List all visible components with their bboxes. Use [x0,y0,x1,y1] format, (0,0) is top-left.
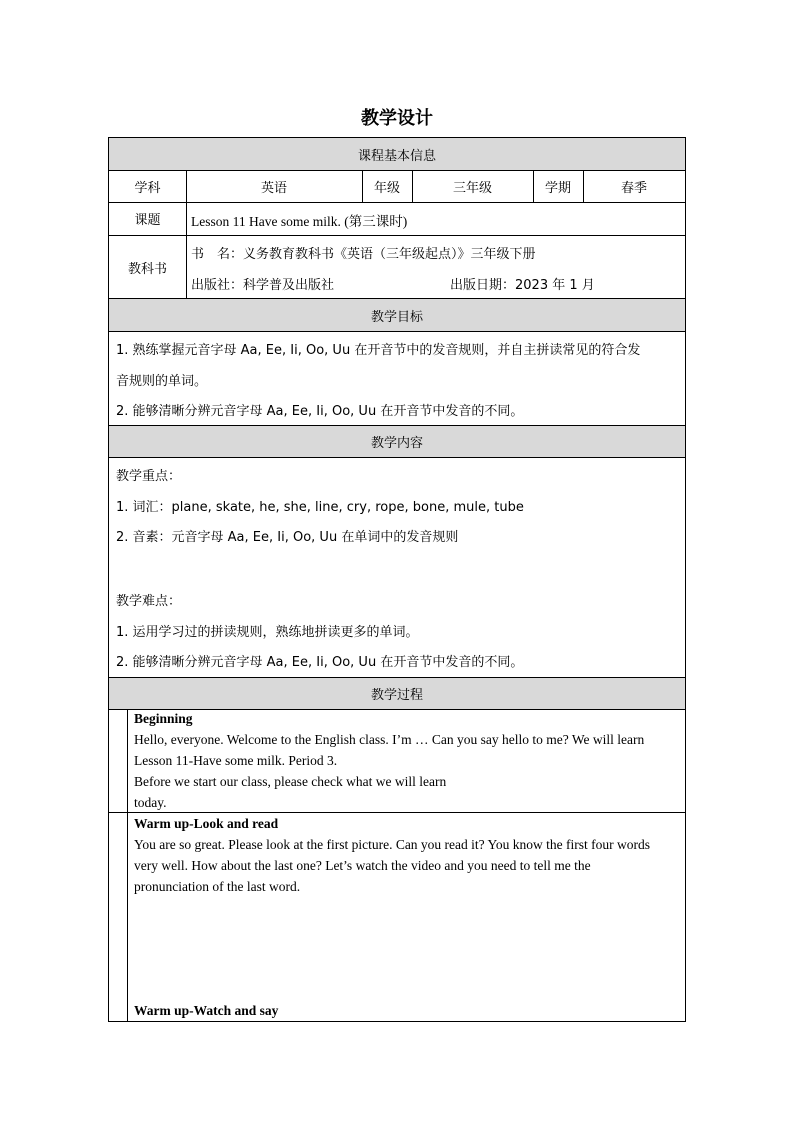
table-rule [108,677,686,678]
topic-label: 课题 [134,213,161,228]
process-text: Hello, everyone. Welcome to the English class. I’m … Can you say hello to me? We will learn [134,732,645,747]
table-rule [108,709,686,710]
table-rule [108,457,686,458]
table-rule [127,709,128,1022]
difficult-point-2: 2. 能够清晰分辨元音字母 Aa, Ee, Ii, Oo, Uu 在开音节中发音的不同。 [116,655,524,670]
table-rule [108,137,686,138]
key-point-2: 2. 音素：元音字母 Aa, Ee, Ii, Oo, Uu 在单词中的发音规则 [116,530,459,545]
section-basic-info: 课程基本信息 [109,138,685,170]
key-point-1: 1. 词汇：plane, skate, he, she, line, cry, rope, bone, mule, tube [116,500,524,515]
table-rule [108,331,686,332]
process-text: pronunciation of the last word. [134,879,301,894]
table-rule [108,1021,686,1022]
objective-2: 2. 能够清晰分辨元音字母 Aa, Ee, Ii, Oo, Uu 在开音节中发音的不同。 [116,404,524,419]
process-step-title: Warm up-Look and read [134,816,279,831]
table-rule [583,170,584,202]
textbook-label: 教科书 [127,261,167,277]
publisher: 出版社：科学普及出版社 [191,278,335,293]
publish-date: 出版日期：2023 年 1 月 [450,278,595,293]
objective-1: 1. 熟练掌握元音字母 Aa, Ee, Ii, Oo, Uu 在开音节中的发音规则，并自主拼读常见的符合发 [116,343,641,358]
term-label: 学期 [544,180,571,196]
section-objectives: 教学目标 [109,299,685,331]
table-rule [533,170,534,202]
process-text: Lesson 11-Have some milk. Period 3. [134,753,338,768]
subject-label: 学科 [134,180,161,196]
topic-value: Lesson 11 Have some milk. (第三课时) [191,214,408,229]
table-rule [186,170,187,299]
table-rule [108,425,686,426]
grade-label: 年级 [373,180,400,196]
section-content: 教学内容 [109,425,685,457]
table-rule [362,170,363,202]
grade-value: 三年级 [452,180,492,196]
table-rule [108,812,686,813]
subject-value: 英语 [260,180,287,196]
objective-1-cont: 音规则的单词。 [116,374,208,389]
table-rule [108,202,686,203]
process-text: You are so great. Please look at the first picture. Can you read it? You know the first four words [134,837,651,852]
section-process: 教学过程 [109,677,685,709]
process-step-title: Warm up-Watch and say [134,1003,279,1018]
process-text: today. [134,795,167,810]
table-border [685,137,686,1022]
key-points-label: 教学重点： [116,469,182,484]
difficult-points-label: 教学难点： [116,594,182,609]
table-border [108,137,109,1022]
table-rule [412,170,413,202]
process-step-title: Beginning [134,711,193,726]
table-rule [108,235,686,236]
table-rule [108,298,686,299]
difficult-point-1: 1. 运用学习过的拼读规则，熟练地拼读更多的单词。 [116,625,419,640]
process-text: very well. How about the last one? Let’s watch the video and you need to tell me the [134,858,591,873]
book-name: 书 名：义务教育教科书《英语（三年级起点）》三年级下册 [191,247,536,262]
process-text: Before we start our class, please check what we will learn [134,774,447,789]
table-rule [108,170,686,171]
document-title: 教学设计 [361,108,433,129]
term-value: 春季 [620,180,647,196]
